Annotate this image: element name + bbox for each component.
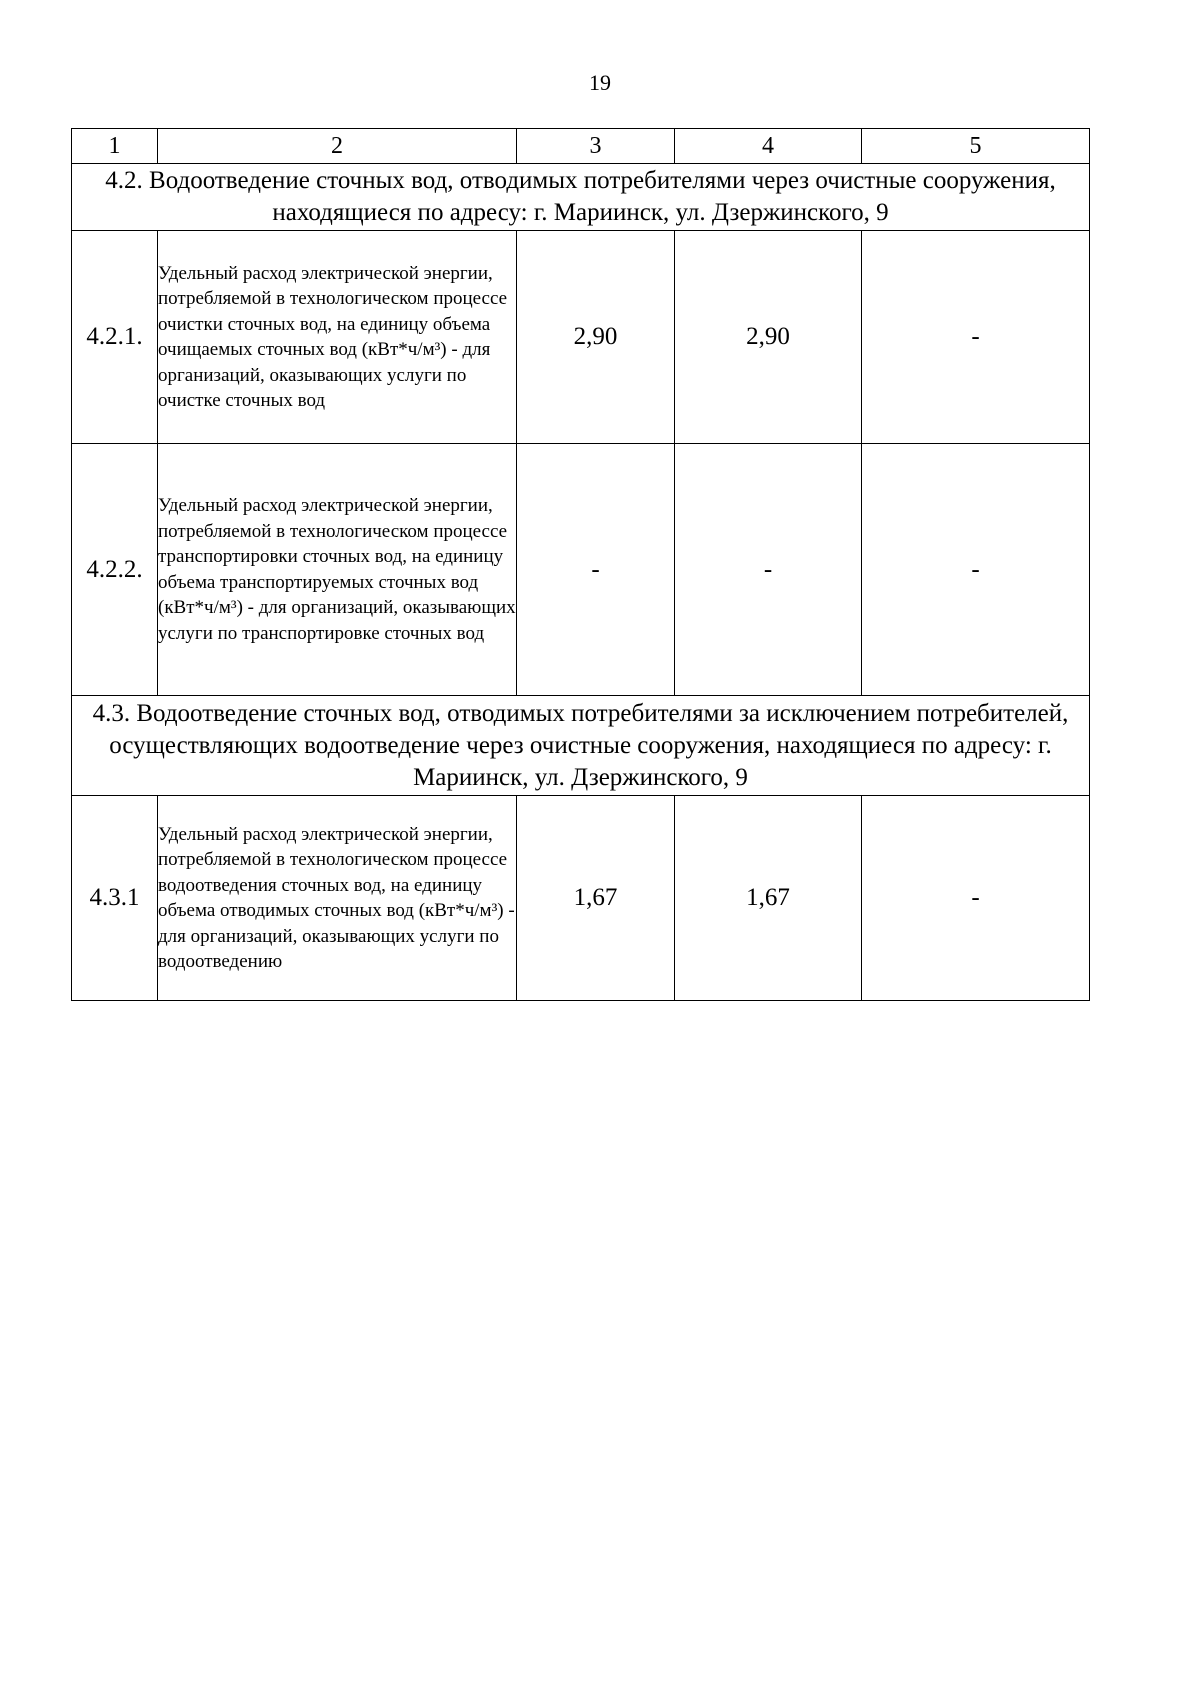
column-number-1: 1 [72,129,158,164]
column-number-4: 4 [675,129,862,164]
value-column-3: 2,90 [517,231,675,444]
row-description: Удельный расход электрической энергии, потребляемой в технологическом процессе очистки сточных вод, на единицу объема очищаемых сточных вод (кВт*ч/м³) - для организаций, оказывающих услуги по очистке сточных вод [158,231,517,444]
section-title-4-3: 4.3. Водоотведение сточных вод, отводимых потребителями за исключением потребителей, осуществляющих водоотведение через очистные сооружения, находящиеся по адресу: г. Мариинск, ул. Дзержинского, 9 [72,696,1090,796]
table-row [72,796,1090,1001]
row-description: Удельный расход электрической энергии, потребляемой в технологическом процессе водоотведения сточных вод, на единицу объема отводимых сточных вод (кВт*ч/м³) - для организаций, оказывающих услуги по водоотведению [158,796,517,1001]
section-header-row [72,696,1090,796]
value-column-4: - [675,444,862,696]
table-row [72,231,1090,444]
column-number-2: 2 [158,129,517,164]
column-number-3: 3 [517,129,675,164]
column-number-row [72,129,1090,164]
value-column-5: - [862,444,1090,696]
section-title-4-2: 4.2. Водоотведение сточных вод, отводимых потребителями через очистные сооружения, находящиеся по адресу: г. Мариинск, ул. Дзержинского, 9 [72,164,1090,231]
row-description: Удельный расход электрической энергии, потребляемой в технологическом процессе транспортировки сточных вод, на единицу объема транспортируемых сточных вод (кВт*ч/м³) - для организаций, оказывающих услуги по транспортировке сточных вод [158,444,517,696]
row-number: 4.2.1. [72,231,158,444]
value-column-3: 1,67 [517,796,675,1001]
row-number: 4.2.2. [72,444,158,696]
section-header-row [72,164,1090,231]
indicators-table [71,128,1090,1001]
value-column-4: 1,67 [675,796,862,1001]
value-column-4: 2,90 [675,231,862,444]
table-row [72,444,1090,696]
value-column-5: - [862,231,1090,444]
row-number: 4.3.1 [72,796,158,1001]
column-number-5: 5 [862,129,1090,164]
value-column-3: - [517,444,675,696]
page-number: 19 [589,70,611,95]
value-column-5: - [862,796,1090,1001]
